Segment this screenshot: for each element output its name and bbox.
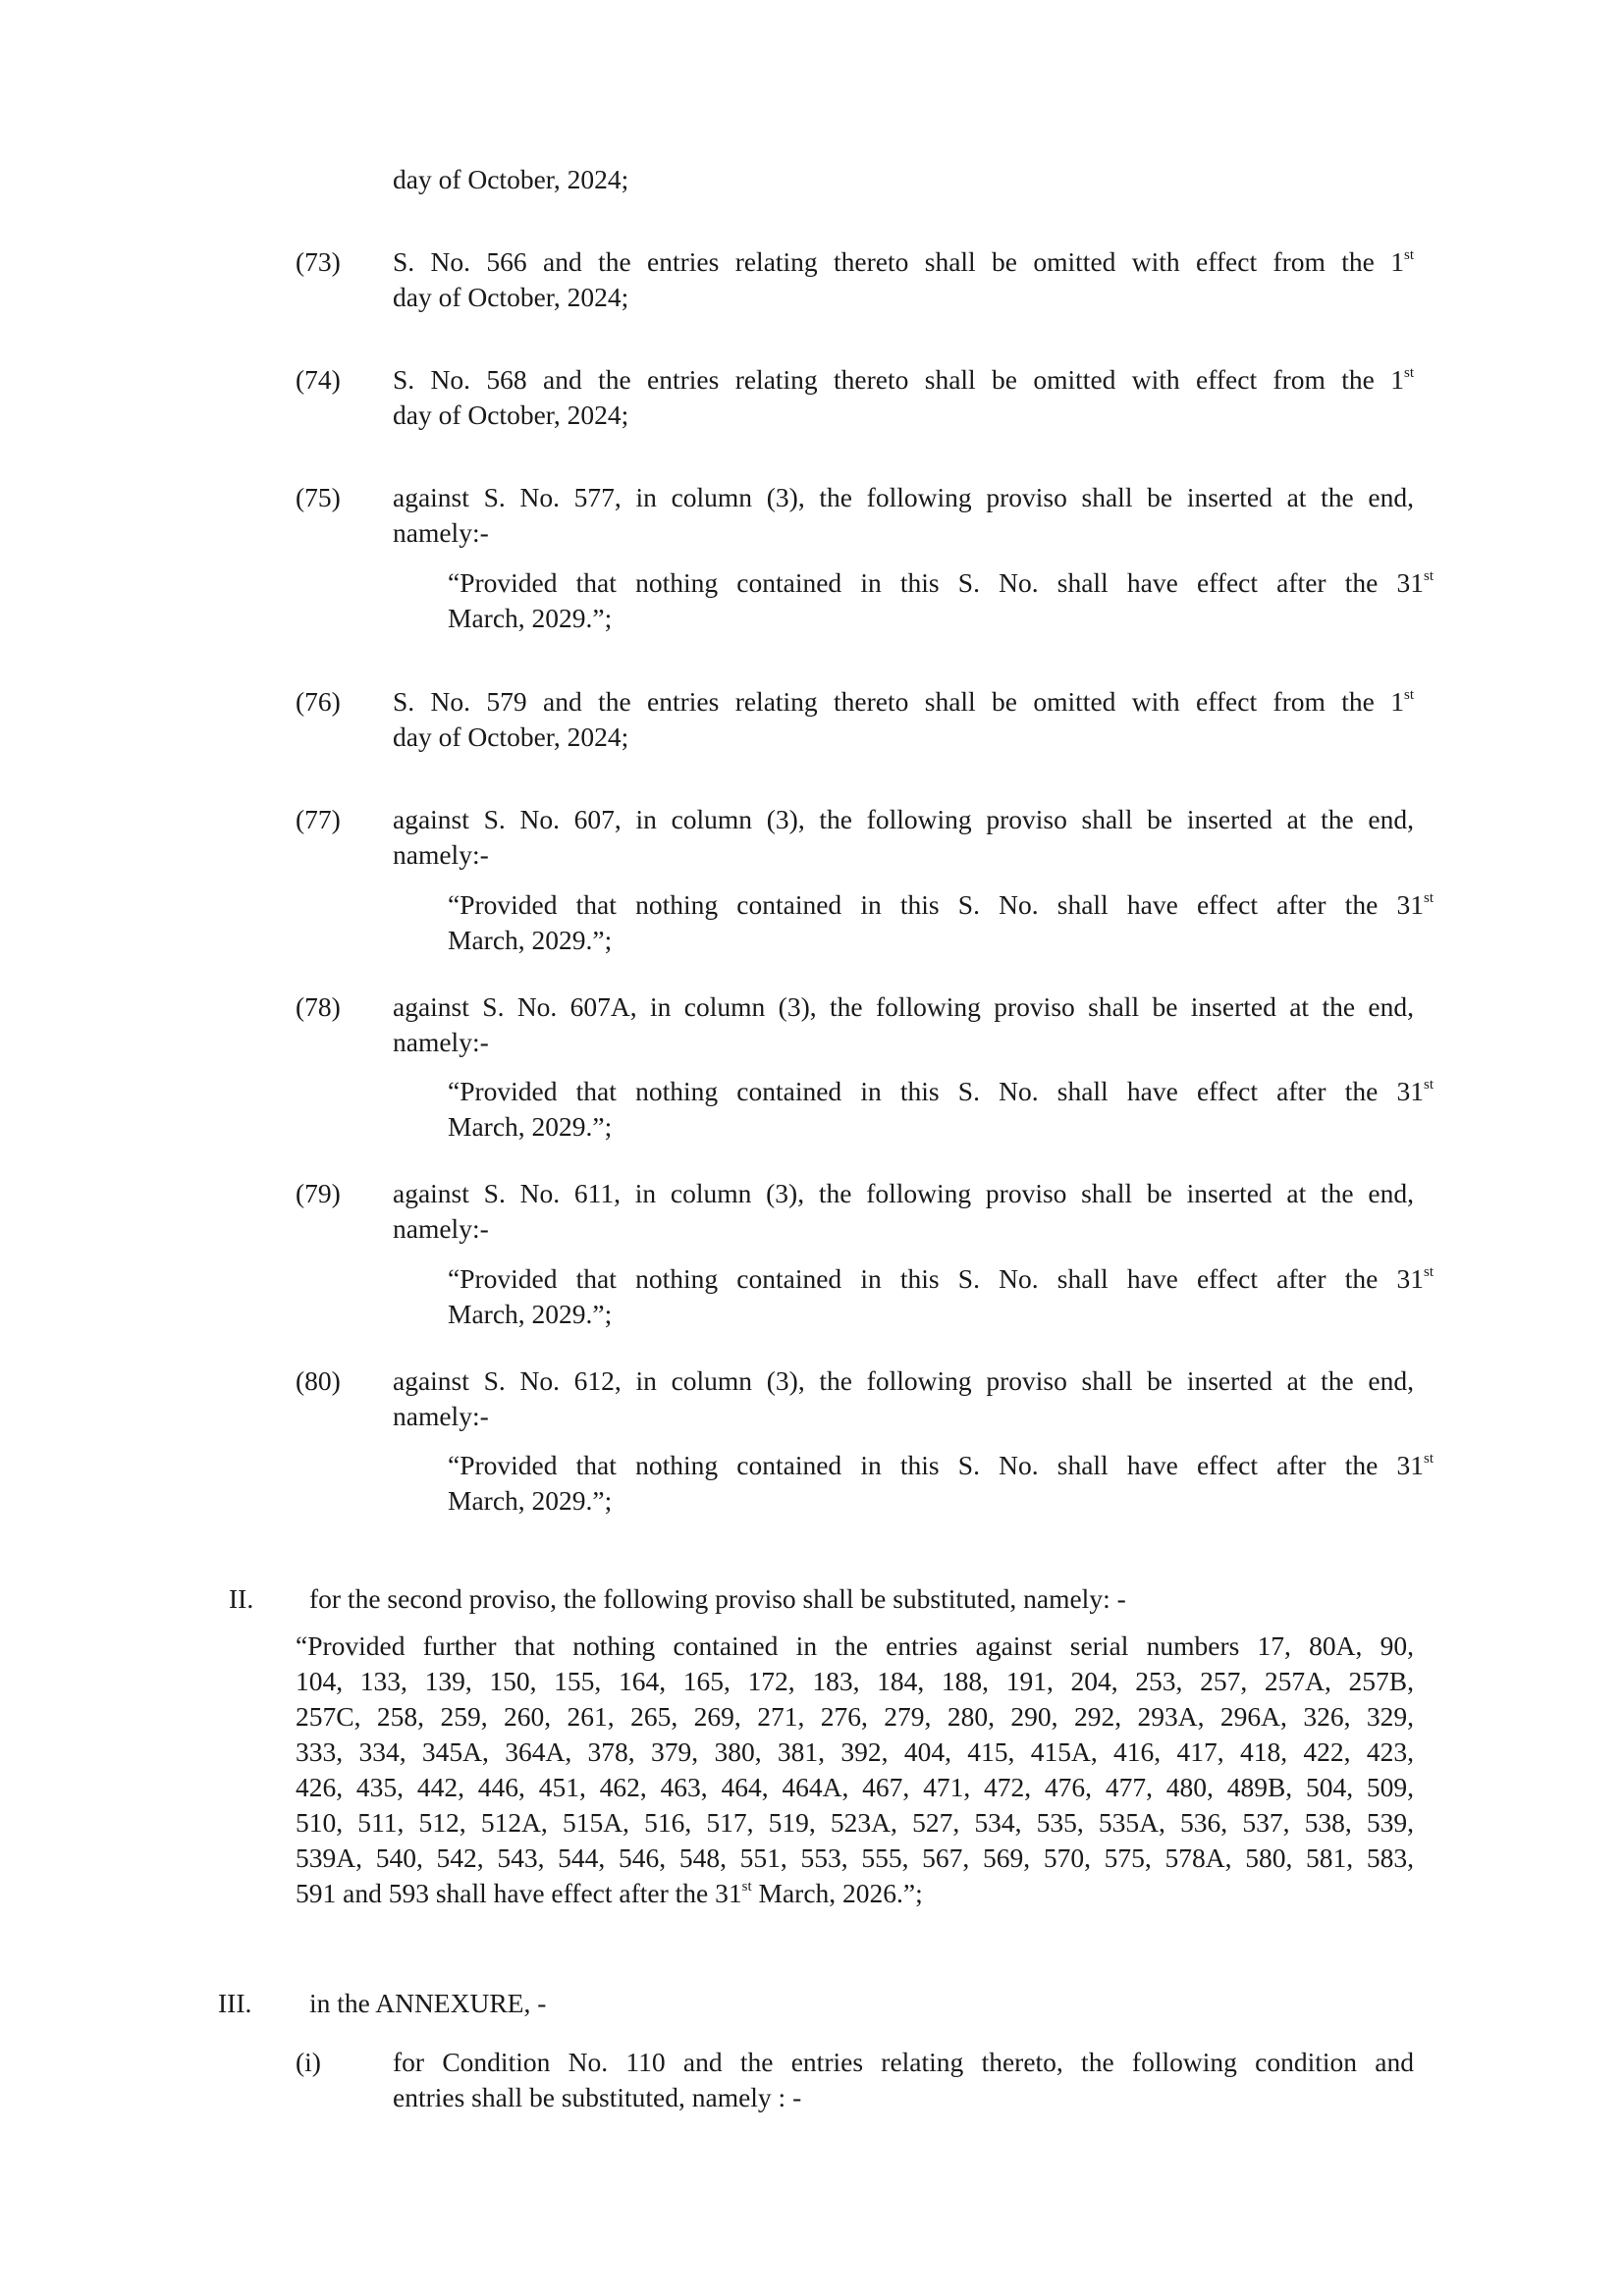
- item-text: against S. No. 607A, in column (3), the following proviso shall be inserted at the end, namely:-: [393, 991, 1414, 1057]
- proviso-text: “Provided that nothing contained in this S. No. shall have effect after the 31st March, 2029.”;: [448, 889, 1434, 955]
- proviso-text: “Provided that nothing contained in this S. No. shall have effect after the 31st March, 2029.”;: [448, 1076, 1434, 1142]
- item-number: (73): [296, 246, 341, 277]
- item-number: (75): [296, 482, 341, 512]
- section-ii-proviso: “Provided further that nothing contained in the entries against serial numbers 17, 80A, 90, 104, 133, 139, 150, 155, 164, 165, 172, 183, 184, 188, 191, 204, 253, 257, 257A, 257B, 257C, 258, 259, 260, 261, 265, 269, 271, 276, 279, 280, 290, 292, 293A, 296A, 326, 329, 333, 334, 345A, 364A, 378, 379, 380, 381, 392, 404, 415, 415A, 416, 417, 418, 422, 423, 426, 435, 442, 446, 451, 462, 463, 464, 464A, 467, 471, 472, 476, 477, 480, 489B, 504, 509, 510, 511, 512, 512A, 515A, 516, 517, 519, 523A, 527, 534, 535, 535A, 536, 537, 538, 539, 539A, 540, 542, 543, 544, 546, 548, 551, 553, 555, 567, 569, 570, 575, 578A, 580, 581, 583, 591 and 593 shall have effect after the 31st March, 2026.”;: [296, 1630, 1414, 1908]
- item-text: S. No. 568 and the entries relating thereto shall be omitted with effect from the 1st day of October, 2024;: [393, 364, 1414, 430]
- item-number: (80): [296, 1365, 341, 1396]
- item-number: (77): [296, 804, 341, 834]
- item-text: against S. No. 577, in column (3), the following proviso shall be inserted at the end, namely:-: [393, 482, 1414, 548]
- section-number: III.: [218, 1988, 252, 2018]
- section-heading: in the ANNEXURE, -: [309, 1988, 547, 2018]
- item-number: (78): [296, 991, 341, 1022]
- item-text: S. No. 579 and the entries relating thereto shall be omitted with effect from the 1st day of October, 2024;: [393, 686, 1414, 752]
- proviso-text: “Provided that nothing contained in this S. No. shall have effect after the 31st March, 2029.”;: [448, 567, 1434, 633]
- section-number: II.: [229, 1583, 254, 1614]
- item-number: (76): [296, 686, 341, 717]
- item-text: S. No. 566 and the entries relating thereto shall be omitted with effect from the 1st day of October, 2024;: [393, 246, 1414, 312]
- proviso-text: “Provided that nothing contained in this S. No. shall have effect after the 31st March, 2029.”;: [448, 1263, 1434, 1329]
- item-text: against S. No. 607, in column (3), the following proviso shall be inserted at the end, namely:-: [393, 804, 1414, 870]
- item-text: against S. No. 612, in column (3), the following proviso shall be inserted at the end, namely:-: [393, 1365, 1414, 1431]
- continuation-text: day of October, 2024;: [393, 164, 629, 194]
- item-number: (79): [296, 1178, 341, 1208]
- sub-item-number: (i): [296, 2047, 321, 2077]
- section-heading: for the second proviso, the following proviso shall be substituted, namely: -: [309, 1583, 1126, 1614]
- proviso-text: “Provided that nothing contained in this S. No. shall have effect after the 31st March, 2029.”;: [448, 1450, 1434, 1516]
- item-text: against S. No. 611, in column (3), the following proviso shall be inserted at the end, namely:-: [393, 1178, 1414, 1244]
- item-number: (74): [296, 364, 341, 395]
- sub-item-text: for Condition No. 110 and the entries relating thereto, the following condition and entries shall be substituted, namely : -: [393, 2047, 1414, 2112]
